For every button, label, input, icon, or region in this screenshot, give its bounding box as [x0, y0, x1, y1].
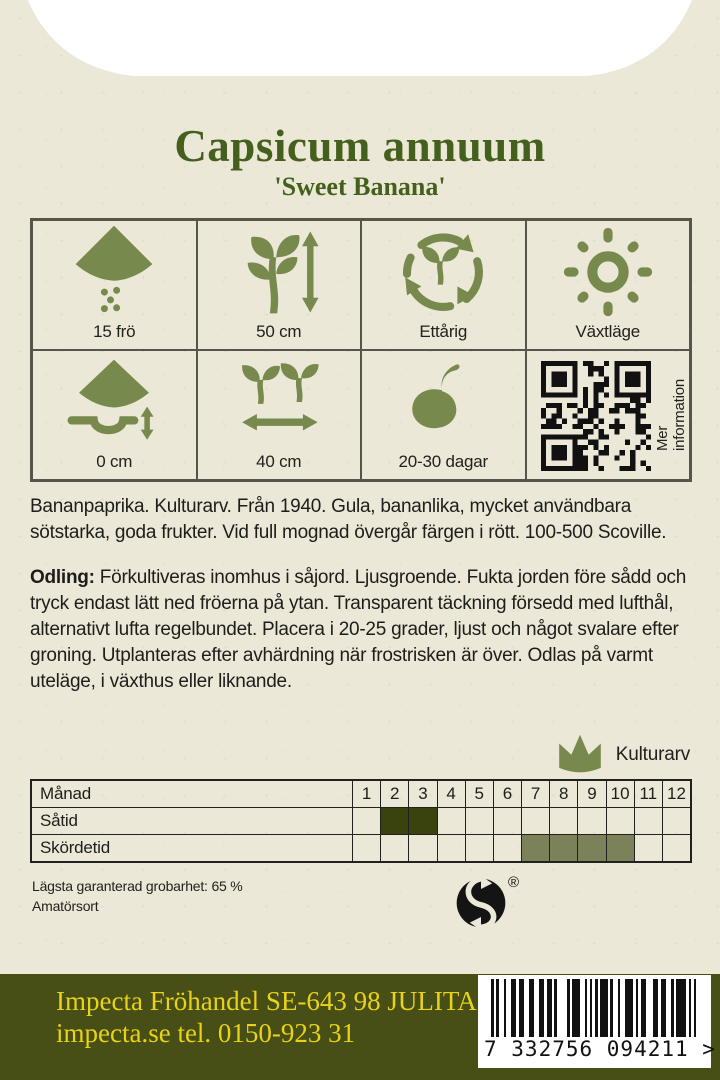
såtid-month-11 [634, 808, 662, 834]
footer-band [0, 974, 720, 1080]
location-label: Växtläge [575, 322, 641, 341]
skördetid-month-2 [380, 835, 408, 861]
month-cell: 7 [521, 781, 549, 807]
registered-mark: ® [508, 874, 520, 891]
month-row-label: Månad [40, 784, 91, 803]
cell-spacing [197, 350, 362, 480]
skördetid-month-1 [352, 835, 380, 861]
såtid-month-12 [662, 808, 690, 834]
skördetid-month-6 [493, 835, 521, 861]
barcode-bars [491, 979, 697, 1037]
såtid-month-3 [408, 808, 436, 834]
såtid-month-10 [606, 808, 634, 834]
skördetid-month-8 [549, 835, 577, 861]
description-text: Bananpaprika. Kulturarv. Från 1940. Gula, bananlika, mycket användbara sötstarka, goda frukter. Vid full mognad övergår färgen i rött. 100-500 Scoville. [30, 496, 667, 543]
month-cell: 6 [493, 781, 521, 807]
barcode-number: 7 332756 094211 > [484, 1037, 716, 1061]
såtid-month-8 [549, 808, 577, 834]
skördetid-month-3 [408, 835, 436, 861]
skördetid-month-5 [465, 835, 493, 861]
annual-label: Ettårig [419, 322, 468, 341]
variety-name: 'Sweet Banana' [274, 172, 446, 201]
sowing-depth-label: 0 cm [96, 452, 133, 471]
month-cell: 8 [549, 781, 577, 807]
skordetid-row-label: Skördetid [40, 838, 111, 857]
month-cell: 12 [662, 781, 690, 807]
seed-amount-icon [33, 229, 196, 315]
info-grid [30, 218, 692, 482]
såtid-month-5 [465, 808, 493, 834]
skördetid-month-11 [634, 835, 662, 861]
fine-print [32, 876, 243, 916]
satid-row-label: Såtid [40, 811, 78, 830]
seed-amount-label: 15 frö [93, 322, 136, 341]
heritage-label: Kulturarv [615, 743, 690, 765]
month-cell: 9 [577, 781, 605, 807]
calendar-month-row [32, 781, 690, 807]
såtid-month-7 [521, 808, 549, 834]
skördetid-month-10 [606, 835, 634, 861]
germination-guarantee: Lägsta garanterad grobarhet: 65 % [32, 878, 243, 894]
plant-height-icon [198, 229, 361, 315]
plant-spacing-icon [198, 359, 361, 445]
month-cell: 11 [634, 781, 662, 807]
cell-qr [526, 350, 691, 480]
publisher-address: Impecta Fröhandel SE-643 98 JULITA [56, 986, 477, 1016]
germination-label: 20-30 dagar [398, 452, 488, 471]
month-cell: 5 [465, 781, 493, 807]
heritage-badge [554, 733, 690, 778]
såtid-month-1 [352, 808, 380, 834]
calendar-satid-row [32, 807, 690, 834]
skördetid-month-4 [437, 835, 465, 861]
crown-icon [554, 733, 606, 778]
skördetid-month-7 [521, 835, 549, 861]
såtid-month-6 [493, 808, 521, 834]
cultivation-text [30, 565, 692, 695]
annual-cycle-icon [362, 229, 525, 315]
sowing-depth-icon [33, 359, 196, 445]
plant-height-label: 50 cm [256, 322, 302, 341]
skördetid-month-12 [662, 835, 690, 861]
amateur-variety: Amatörsort [32, 898, 99, 914]
publisher-contact: impecta.se tel. 0150-923 31 [56, 1018, 356, 1048]
qr-caption: Mer information [654, 378, 688, 451]
species-title: Capsicum annuum [174, 121, 546, 171]
cultivation-body: Förkultiveras inomhus i såjord. Ljusgroende. Fukta jorden före sådd och tryck endast lätt ned fröerna på ytan. Transparent täckning försedd med lufthål, alternativt lufta regelbundet. Placera i 20-25 grader, ljust och något svalare efter groning. Utplanteras efter avhärdning när frostrisken är över. Odlas på varmt uteläge, i växthus eller liknande. [30, 567, 687, 692]
skördetid-month-9 [577, 835, 605, 861]
cell-location [526, 220, 691, 350]
qr-code [541, 361, 651, 476]
month-cell: 3 [408, 781, 436, 807]
calendar-skordetid-row [32, 834, 690, 861]
sowing-calendar [30, 779, 692, 863]
month-cell: 10 [606, 781, 634, 807]
cultivation-label: Odling: [30, 567, 95, 588]
såtid-month-4 [437, 808, 465, 834]
germination-icon [362, 359, 525, 445]
cell-plant-height [197, 220, 362, 350]
cell-sowing-depth [32, 350, 197, 480]
green-dot-symbol [452, 874, 530, 944]
cell-seed-amount [32, 220, 197, 350]
month-cell: 2 [380, 781, 408, 807]
packet-top-cutout [0, 0, 720, 80]
sun-location-icon [527, 229, 690, 315]
month-cell: 1 [352, 781, 380, 807]
barcode [478, 975, 716, 1068]
cell-germination [361, 350, 526, 480]
spacing-label: 40 cm [256, 452, 302, 471]
cell-annual [361, 220, 526, 350]
såtid-month-2 [380, 808, 408, 834]
month-cell: 4 [437, 781, 465, 807]
såtid-month-9 [577, 808, 605, 834]
